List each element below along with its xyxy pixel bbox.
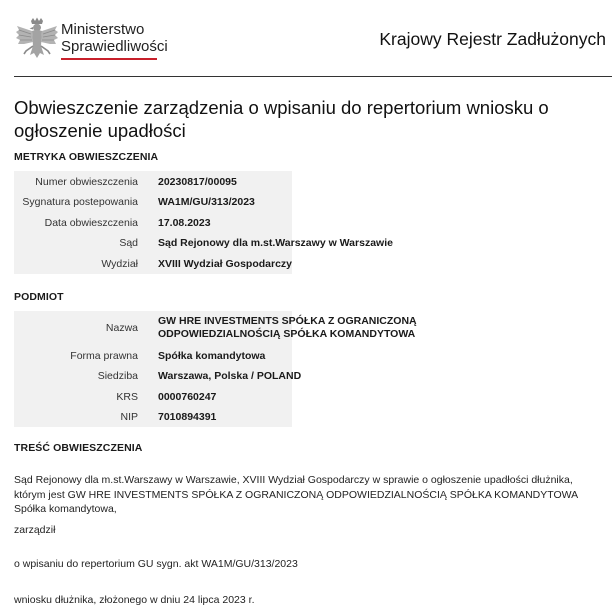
- section-heading-podmiot: PODMIOT: [14, 291, 64, 303]
- header: [14, 0, 612, 77]
- ministry-line-2: Sprawiedliwości: [61, 38, 168, 55]
- field-value: GW HRE INVESTMENTS SPÓŁKA Z OGRANICZONĄ ODPOWIEDZIALNOŚCIĄ SPÓŁKA KOMANDYTOWA: [158, 315, 417, 340]
- metryka-row: [14, 212, 292, 233]
- body-paragraph: wniosku dłużnika, złożonego w dniu 24 lipca 2023 r.: [14, 594, 255, 606]
- document-title: Obwieszczenie zarządzenia o wpisaniu do repertorium wniosku o ogłoszenie upadłości: [14, 97, 549, 141]
- ministry-red-underline: [61, 58, 157, 60]
- field-label: Siedziba: [97, 370, 138, 382]
- field-label: Numer obwieszczenia: [35, 175, 138, 188]
- registry-title[interactable]: Krajowy Rejestr Zadłużonych: [379, 29, 606, 49]
- polish-eagle-emblem-icon: [14, 16, 60, 64]
- field-value: 7010894391: [158, 411, 217, 423]
- field-label: Wydział: [101, 257, 138, 270]
- metryka-row: [14, 253, 292, 274]
- metryka-info-block: [14, 171, 393, 274]
- podmiot-row: [14, 345, 292, 366]
- field-value: Sąd Rejonowy dla m.st.Warszawy w Warszawie: [158, 237, 393, 249]
- field-label: Sąd: [119, 237, 138, 249]
- field-value: 0000760247: [158, 390, 217, 403]
- section-heading-metryka: METRYKA OBWIESZCZENIA: [14, 151, 159, 163]
- field-value: Warszawa, Polska / POLAND: [158, 370, 302, 382]
- field-label: Forma prawna: [70, 349, 138, 362]
- field-label: Data obwieszczenia: [44, 216, 138, 229]
- ministry-line-1: Ministerstwo: [61, 21, 145, 38]
- metryka-row: [14, 233, 393, 253]
- podmiot-row: [14, 386, 292, 407]
- field-label: Sygnatura postepowania: [22, 196, 138, 208]
- field-value: WA1M/GU/313/2023: [158, 196, 255, 208]
- field-value: 17.08.2023: [158, 216, 211, 229]
- body-paragraph: zarządził: [14, 524, 56, 536]
- podmiot-row: [14, 407, 292, 427]
- body-paragraph: o wpisaniu do repertorium GU sygn. akt WA1M/GU/313/2023: [14, 558, 298, 570]
- field-value: Spółka komandytowa: [158, 349, 266, 362]
- podmiot-row: [14, 366, 302, 386]
- metryka-row: [14, 171, 292, 192]
- field-label: NIP: [120, 411, 138, 423]
- metryka-row: [14, 192, 292, 212]
- section-heading-tresc: TREŚĆ OBWIESZCZENIA: [14, 442, 143, 454]
- body-paragraph: Sąd Rejonowy dla m.st.Warszawy w Warszawie, XVIII Wydział Gospodarczy w sprawie o ogłoszenie upadłości dłużnika, którym jest GW HRE INVESTMENTS SPÓŁKA Z OGRANICZONĄ ODPOWIEDZIALNOŚCIĄ SPÓŁKA KOMANDYTOWA Spółka komandytowa,: [14, 474, 578, 515]
- podmiot-info-block: [14, 311, 417, 427]
- field-value: XVIII Wydział Gospodarczy: [158, 257, 293, 270]
- field-label: KRS: [116, 390, 138, 403]
- field-label: Nazwa: [105, 322, 138, 334]
- podmiot-row: [14, 311, 417, 345]
- ministry-name: [61, 21, 168, 60]
- field-value: 20230817/00095: [158, 175, 237, 188]
